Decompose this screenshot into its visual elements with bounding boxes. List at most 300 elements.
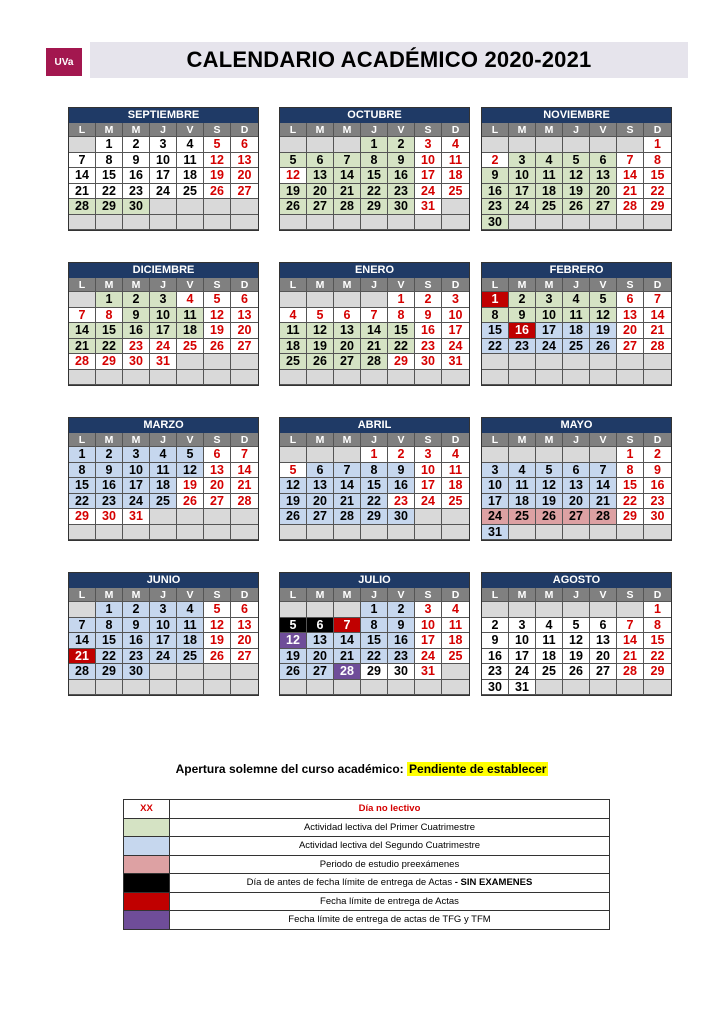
day-cell: 27 xyxy=(231,184,258,200)
day-cell: 19 xyxy=(280,649,307,665)
day-cell: 14 xyxy=(231,463,258,479)
day-cell: 15 xyxy=(388,323,415,339)
day-cell: 1 xyxy=(361,447,388,463)
empty-cell xyxy=(204,525,231,541)
day-cell: 2 xyxy=(644,447,671,463)
empty-cell xyxy=(177,525,204,541)
empty-cell xyxy=(563,447,590,463)
day-cell: 27 xyxy=(307,664,334,680)
month-noviembre xyxy=(481,107,672,231)
day-cell: 5 xyxy=(204,602,231,618)
day-cell: 8 xyxy=(644,618,671,634)
month-septiembre xyxy=(68,107,259,231)
day-cell: 23 xyxy=(388,649,415,665)
day-cell: 8 xyxy=(96,618,123,634)
day-cell: 16 xyxy=(644,478,671,494)
day-cell: 28 xyxy=(334,664,361,680)
weekday-header: M xyxy=(123,123,150,137)
empty-cell xyxy=(563,370,590,386)
day-cell: 15 xyxy=(482,323,509,339)
day-cell: 20 xyxy=(204,478,231,494)
day-cell: 21 xyxy=(334,649,361,665)
month-enero xyxy=(279,262,470,386)
day-cell: 22 xyxy=(361,649,388,665)
day-cell: 15 xyxy=(617,478,644,494)
weekday-header: J xyxy=(150,588,177,602)
empty-cell xyxy=(280,215,307,231)
day-cell: 12 xyxy=(280,633,307,649)
day-cell: 27 xyxy=(590,199,617,215)
weekday-header: V xyxy=(388,433,415,447)
empty-cell xyxy=(482,354,509,370)
weekday-header: L xyxy=(280,278,307,292)
empty-cell xyxy=(334,525,361,541)
day-cell: 20 xyxy=(617,323,644,339)
day-cell: 19 xyxy=(204,168,231,184)
day-cell: 24 xyxy=(150,184,177,200)
day-cell: 20 xyxy=(231,168,258,184)
weekday-header: V xyxy=(590,433,617,447)
day-cell: 20 xyxy=(307,494,334,510)
empty-cell xyxy=(536,215,563,231)
legend-row xyxy=(124,818,610,837)
empty-cell xyxy=(442,215,469,231)
day-cell: 15 xyxy=(96,323,123,339)
empty-cell xyxy=(280,447,307,463)
day-cell: 21 xyxy=(334,184,361,200)
weekday-header: S xyxy=(617,123,644,137)
day-cell: 18 xyxy=(177,168,204,184)
weekday-header: D xyxy=(644,123,671,137)
day-cell: 7 xyxy=(617,618,644,634)
empty-cell xyxy=(563,354,590,370)
weekday-header: V xyxy=(177,588,204,602)
day-cell: 9 xyxy=(123,153,150,169)
legend-row xyxy=(124,855,610,874)
day-cell: 25 xyxy=(442,494,469,510)
title-bar xyxy=(90,42,688,78)
legend-label: Periodo de estudio preexámenes xyxy=(319,858,460,870)
day-cell: 5 xyxy=(204,137,231,153)
day-cell: 11 xyxy=(280,323,307,339)
day-cell: 30 xyxy=(644,509,671,525)
day-cell: 22 xyxy=(361,494,388,510)
day-cell: 4 xyxy=(442,447,469,463)
weekday-header: M xyxy=(123,433,150,447)
month-mayo xyxy=(481,417,672,541)
empty-cell xyxy=(509,602,536,618)
day-cell: 23 xyxy=(96,494,123,510)
weekday-header: M xyxy=(307,433,334,447)
day-cell: 12 xyxy=(204,308,231,324)
empty-cell xyxy=(307,447,334,463)
month-julio xyxy=(279,572,470,696)
day-cell: 7 xyxy=(231,447,258,463)
day-cell: 1 xyxy=(482,292,509,308)
empty-cell xyxy=(334,292,361,308)
legend-label: Actividad lectiva del Primer Cuatrimestre xyxy=(303,821,476,833)
day-cell: 4 xyxy=(442,137,469,153)
day-cell: 30 xyxy=(482,680,509,696)
day-cell: 8 xyxy=(361,153,388,169)
empty-cell xyxy=(231,664,258,680)
day-cell: 19 xyxy=(563,184,590,200)
day-cell: 31 xyxy=(415,664,442,680)
month-name: MAYO xyxy=(482,418,671,433)
day-cell: 25 xyxy=(280,354,307,370)
day-cell: 10 xyxy=(509,633,536,649)
empty-cell xyxy=(563,215,590,231)
day-cell: 2 xyxy=(482,618,509,634)
day-cell: 21 xyxy=(231,478,258,494)
day-cell: 12 xyxy=(563,633,590,649)
day-cell: 29 xyxy=(361,664,388,680)
empty-cell xyxy=(361,292,388,308)
day-cell: 25 xyxy=(509,509,536,525)
empty-cell xyxy=(204,680,231,696)
day-cell: 25 xyxy=(563,339,590,355)
weekday-header: D xyxy=(231,588,258,602)
empty-cell xyxy=(123,680,150,696)
month-diciembre xyxy=(68,262,259,386)
day-cell: 25 xyxy=(536,664,563,680)
empty-cell xyxy=(644,215,671,231)
weekday-header: S xyxy=(415,123,442,137)
day-cell: 16 xyxy=(388,168,415,184)
legend-label-suffix: - SIN EXAMENES xyxy=(452,877,533,889)
day-cell: 14 xyxy=(590,478,617,494)
empty-cell xyxy=(442,664,469,680)
day-cell: 8 xyxy=(96,308,123,324)
day-cell: 3 xyxy=(509,153,536,169)
day-cell: 3 xyxy=(150,602,177,618)
day-cell: 27 xyxy=(307,199,334,215)
empty-cell xyxy=(644,680,671,696)
day-cell: 8 xyxy=(361,463,388,479)
day-cell: 19 xyxy=(563,649,590,665)
day-cell: 7 xyxy=(69,308,96,324)
day-cell: 20 xyxy=(563,494,590,510)
month-marzo xyxy=(68,417,259,541)
day-cell: 23 xyxy=(509,339,536,355)
weekday-header: J xyxy=(361,123,388,137)
day-cell: 24 xyxy=(509,664,536,680)
day-cell: 9 xyxy=(415,308,442,324)
weekday-header: M xyxy=(96,278,123,292)
empty-cell xyxy=(536,680,563,696)
weekday-header: M xyxy=(509,433,536,447)
weekday-header: S xyxy=(204,278,231,292)
day-cell: 6 xyxy=(307,463,334,479)
month-octubre xyxy=(279,107,470,231)
weekday-header: D xyxy=(231,433,258,447)
day-cell: 3 xyxy=(123,447,150,463)
day-cell: 11 xyxy=(509,478,536,494)
day-cell: 27 xyxy=(590,664,617,680)
day-cell: 9 xyxy=(388,618,415,634)
weekday-header: M xyxy=(334,123,361,137)
day-cell: 17 xyxy=(482,494,509,510)
day-cell: 8 xyxy=(69,463,96,479)
weekday-header: M xyxy=(509,588,536,602)
day-cell: 31 xyxy=(150,354,177,370)
empty-cell xyxy=(415,509,442,525)
weekday-header: S xyxy=(415,433,442,447)
empty-cell xyxy=(69,137,96,153)
empty-cell xyxy=(442,509,469,525)
day-cell: 29 xyxy=(644,664,671,680)
weekday-header: L xyxy=(69,123,96,137)
day-cell: 1 xyxy=(361,602,388,618)
day-cell: 9 xyxy=(482,633,509,649)
weekday-header: V xyxy=(388,588,415,602)
day-cell: 22 xyxy=(96,339,123,355)
day-cell: 16 xyxy=(123,633,150,649)
day-cell: 23 xyxy=(388,494,415,510)
day-cell: 1 xyxy=(96,292,123,308)
day-cell: 18 xyxy=(536,184,563,200)
legend-text xyxy=(170,800,610,819)
empty-cell xyxy=(442,370,469,386)
day-cell: 18 xyxy=(150,478,177,494)
day-cell: 29 xyxy=(388,354,415,370)
day-cell: 10 xyxy=(150,308,177,324)
legend-swatch xyxy=(124,818,170,837)
day-cell: 23 xyxy=(482,199,509,215)
day-cell: 19 xyxy=(204,323,231,339)
empty-cell xyxy=(361,370,388,386)
weekday-header: S xyxy=(617,433,644,447)
day-cell: 10 xyxy=(150,618,177,634)
legend-swatch xyxy=(124,911,170,930)
day-cell: 15 xyxy=(69,478,96,494)
month-name: MARZO xyxy=(69,418,258,433)
day-cell: 5 xyxy=(307,308,334,324)
day-cell: 2 xyxy=(509,292,536,308)
month-name: SEPTIEMBRE xyxy=(69,108,258,123)
day-cell: 4 xyxy=(280,308,307,324)
weekday-header: J xyxy=(150,278,177,292)
day-cell: 28 xyxy=(231,494,258,510)
day-cell: 26 xyxy=(177,494,204,510)
day-cell: 18 xyxy=(509,494,536,510)
day-cell: 13 xyxy=(617,308,644,324)
weekday-header: S xyxy=(204,123,231,137)
empty-cell xyxy=(590,137,617,153)
legend-label: Fecha límite de entrega de actas de TFG y TFM xyxy=(288,914,491,926)
day-cell: 14 xyxy=(617,633,644,649)
day-cell: 13 xyxy=(590,168,617,184)
day-cell: 19 xyxy=(307,339,334,355)
day-cell: 16 xyxy=(482,184,509,200)
day-cell: 27 xyxy=(204,494,231,510)
day-cell: 10 xyxy=(536,308,563,324)
day-cell: 5 xyxy=(177,447,204,463)
weekday-header: V xyxy=(590,123,617,137)
day-cell: 7 xyxy=(361,308,388,324)
day-cell: 15 xyxy=(96,168,123,184)
day-cell: 9 xyxy=(96,463,123,479)
day-cell: 11 xyxy=(442,153,469,169)
day-cell: 1 xyxy=(388,292,415,308)
day-cell: 24 xyxy=(415,184,442,200)
day-cell: 5 xyxy=(280,618,307,634)
weekday-header: D xyxy=(231,278,258,292)
legend-text xyxy=(170,874,610,893)
day-cell: 13 xyxy=(307,633,334,649)
day-cell: 25 xyxy=(442,649,469,665)
day-cell: 5 xyxy=(563,618,590,634)
day-cell: 14 xyxy=(644,308,671,324)
legend-table xyxy=(123,799,610,930)
day-cell: 7 xyxy=(334,153,361,169)
empty-cell xyxy=(307,602,334,618)
empty-cell xyxy=(563,602,590,618)
empty-cell xyxy=(563,525,590,541)
empty-cell xyxy=(509,354,536,370)
day-cell: 11 xyxy=(177,618,204,634)
empty-cell xyxy=(307,680,334,696)
weekday-header: V xyxy=(177,278,204,292)
day-cell: 2 xyxy=(415,292,442,308)
empty-cell xyxy=(150,370,177,386)
day-cell: 17 xyxy=(442,323,469,339)
day-cell: 10 xyxy=(415,463,442,479)
legend-text xyxy=(170,837,610,856)
day-cell: 11 xyxy=(442,463,469,479)
day-cell: 10 xyxy=(415,618,442,634)
day-cell: 29 xyxy=(361,509,388,525)
empty-cell xyxy=(307,292,334,308)
empty-cell xyxy=(69,370,96,386)
empty-cell xyxy=(177,680,204,696)
day-cell: 24 xyxy=(415,494,442,510)
day-cell: 3 xyxy=(536,292,563,308)
empty-cell xyxy=(123,370,150,386)
month-name: FEBRERO xyxy=(482,263,671,278)
day-cell: 4 xyxy=(177,137,204,153)
weekday-header: D xyxy=(442,588,469,602)
legend-text xyxy=(170,911,610,930)
empty-cell xyxy=(177,509,204,525)
empty-cell xyxy=(150,215,177,231)
day-cell: 6 xyxy=(590,618,617,634)
legend-row xyxy=(124,800,610,819)
day-cell: 21 xyxy=(69,184,96,200)
day-cell: 14 xyxy=(334,633,361,649)
legend-swatch xyxy=(124,874,170,893)
day-cell: 9 xyxy=(388,463,415,479)
empty-cell xyxy=(231,199,258,215)
legend-label: Día de antes de fecha límite de entrega de Actas xyxy=(246,877,453,889)
day-cell: 28 xyxy=(617,664,644,680)
day-cell: 30 xyxy=(388,664,415,680)
empty-cell xyxy=(536,447,563,463)
day-cell: 30 xyxy=(96,509,123,525)
day-cell: 26 xyxy=(280,199,307,215)
empty-cell xyxy=(590,447,617,463)
day-cell: 11 xyxy=(536,633,563,649)
day-cell: 26 xyxy=(563,664,590,680)
day-cell: 16 xyxy=(388,633,415,649)
weekday-header: M xyxy=(123,278,150,292)
day-cell: 12 xyxy=(280,168,307,184)
day-cell: 13 xyxy=(307,478,334,494)
day-cell: 23 xyxy=(388,184,415,200)
day-cell: 17 xyxy=(415,168,442,184)
weekday-header: L xyxy=(482,278,509,292)
day-cell: 17 xyxy=(415,478,442,494)
month-junio xyxy=(68,572,259,696)
empty-cell xyxy=(204,370,231,386)
weekday-header: D xyxy=(644,433,671,447)
empty-cell xyxy=(509,525,536,541)
empty-cell xyxy=(177,664,204,680)
day-cell: 17 xyxy=(509,184,536,200)
day-cell: 4 xyxy=(509,463,536,479)
day-cell: 6 xyxy=(617,292,644,308)
weekday-header: L xyxy=(280,433,307,447)
weekday-header: L xyxy=(69,588,96,602)
day-cell: 13 xyxy=(204,463,231,479)
opening-value: Pendiente de establecer xyxy=(409,762,547,776)
empty-cell xyxy=(644,370,671,386)
weekday-header: S xyxy=(617,278,644,292)
month-name: NOVIEMBRE xyxy=(482,108,671,123)
empty-cell xyxy=(123,215,150,231)
day-cell: 27 xyxy=(334,354,361,370)
day-cell: 8 xyxy=(388,308,415,324)
day-cell: 20 xyxy=(231,633,258,649)
day-cell: 13 xyxy=(334,323,361,339)
day-cell: 24 xyxy=(150,339,177,355)
day-cell: 13 xyxy=(563,478,590,494)
day-cell: 30 xyxy=(415,354,442,370)
empty-cell xyxy=(361,215,388,231)
day-cell: 14 xyxy=(334,478,361,494)
day-cell: 24 xyxy=(482,509,509,525)
weekday-header: M xyxy=(96,433,123,447)
weekday-header: J xyxy=(361,433,388,447)
weekday-header: L xyxy=(482,433,509,447)
day-cell: 23 xyxy=(123,649,150,665)
legend-label: Actividad lectiva del Segundo Cuatrimestre xyxy=(298,840,481,852)
day-cell: 18 xyxy=(177,633,204,649)
day-cell: 15 xyxy=(644,633,671,649)
month-febrero xyxy=(481,262,672,386)
day-cell: 28 xyxy=(334,199,361,215)
empty-cell xyxy=(150,680,177,696)
legend-text xyxy=(170,892,610,911)
month-name: JULIO xyxy=(280,573,469,588)
day-cell: 31 xyxy=(509,680,536,696)
day-cell: 25 xyxy=(177,339,204,355)
empty-cell xyxy=(96,680,123,696)
day-cell: 17 xyxy=(536,323,563,339)
day-cell: 4 xyxy=(177,602,204,618)
weekday-header: L xyxy=(280,588,307,602)
empty-cell xyxy=(69,680,96,696)
day-cell: 16 xyxy=(123,168,150,184)
day-cell: 29 xyxy=(96,354,123,370)
weekday-header: S xyxy=(415,278,442,292)
day-cell: 6 xyxy=(231,137,258,153)
day-cell: 4 xyxy=(536,618,563,634)
empty-cell xyxy=(280,680,307,696)
empty-cell xyxy=(280,370,307,386)
day-cell: 19 xyxy=(280,184,307,200)
day-cell: 9 xyxy=(123,308,150,324)
